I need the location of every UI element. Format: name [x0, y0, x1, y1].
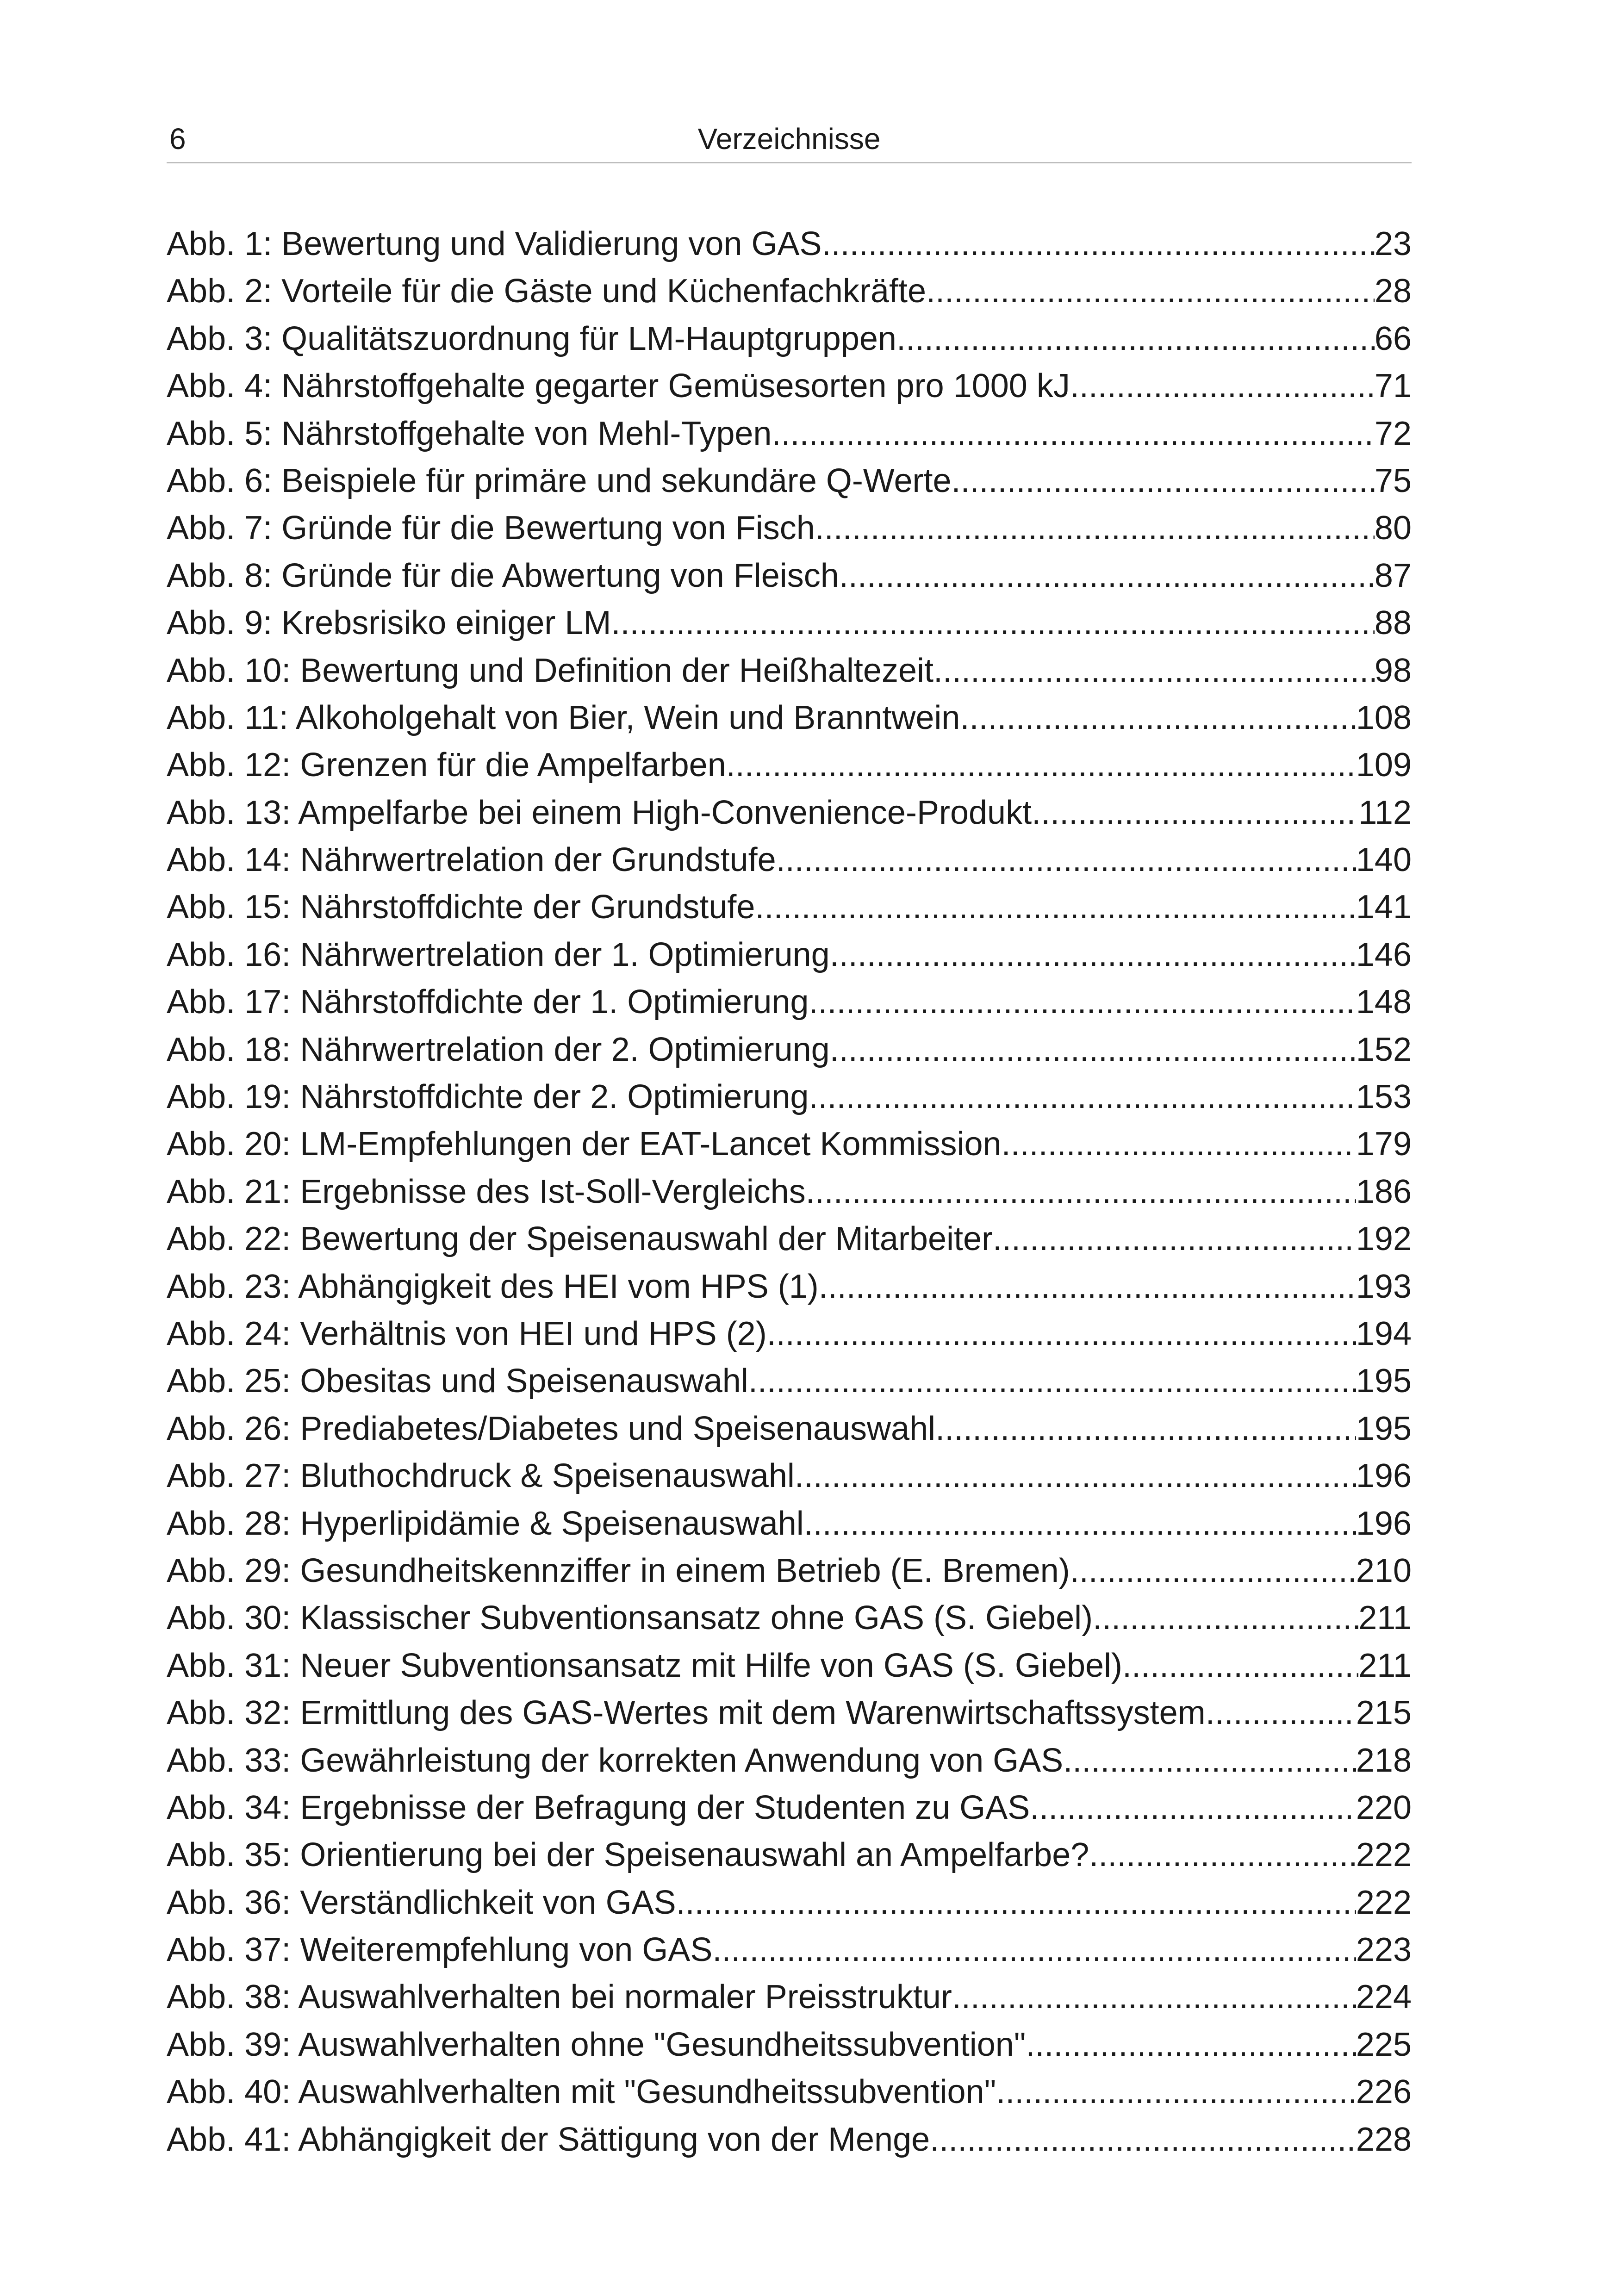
figure-entry-title: Abb. 35: Orientierung bei der Speisenauswahl an Ampelfarbe? [167, 1836, 1089, 1874]
figure-entry-title: Abb. 37: Weiterempfehlung von GAS [167, 1931, 713, 1969]
figure-entry-title: Abb. 8: Gründe für die Abwertung von Fleisch [167, 557, 839, 594]
figure-entry [167, 1594, 1412, 1642]
figure-entry-page-number: 211 [1358, 1599, 1412, 1637]
dot-leader [804, 1500, 1356, 1547]
figure-entry-title: Abb. 5: Nährstoffgehalte von Mehl-Typen [167, 415, 772, 452]
figure-entry-title: Abb. 24: Verhältnis von HEI und HPS (2) [167, 1315, 767, 1352]
figure-entry [167, 694, 1412, 741]
dot-leader [1206, 1689, 1356, 1736]
figure-entry [167, 504, 1412, 552]
figure-entry [167, 1926, 1412, 1973]
figure-entry [167, 220, 1412, 268]
figure-entry [167, 1500, 1412, 1547]
figure-entry-page-number: 211 [1358, 1647, 1412, 1684]
page-number: 6 [169, 122, 186, 156]
figure-entry [167, 884, 1412, 931]
figure-entry [167, 1547, 1412, 1594]
figure-entry-title: Abb. 38: Auswahlverhalten bei normaler Preisstruktur [167, 1979, 952, 2016]
dot-leader [993, 1215, 1356, 1263]
dot-leader [1093, 1594, 1358, 1642]
dot-leader [806, 1168, 1356, 1215]
figure-entry-title: Abb. 41: Abhängigkeit der Sättigung von der Menge [167, 2121, 930, 2158]
figure-entry [167, 362, 1412, 410]
figure-entry-title: Abb. 12: Grenzen für die Ampelfarben [167, 747, 726, 784]
figure-entry-title: Abb. 7: Gründe für die Bewertung von Fisch [167, 510, 815, 547]
figure-entry-page-number: 222 [1356, 1884, 1412, 1921]
dot-leader [930, 2116, 1356, 2163]
figure-entry-title: Abb. 17: Nährstoffdichte der 1. Optimierung [167, 983, 809, 1021]
figure-entry-page-number: 146 [1356, 936, 1412, 973]
figure-entry-title: Abb. 9: Krebsrisiko einiger LM [167, 604, 611, 642]
dot-leader [935, 1405, 1356, 1452]
figure-entry-title: Abb. 4: Nährstoffgehalte gegarter Gemüsesorten pro 1000 kJ [167, 367, 1070, 405]
dot-leader [1030, 1784, 1356, 1831]
dot-leader [830, 931, 1356, 978]
figure-entry-title: Abb. 19: Nährstoffdichte der 2. Optimierung [167, 1078, 809, 1116]
dot-leader [819, 1263, 1356, 1310]
figure-entry [167, 1168, 1412, 1215]
figure-entry-page-number: 108 [1356, 699, 1412, 736]
figure-entry-page-number: 222 [1356, 1836, 1412, 1874]
figure-entry [167, 2116, 1412, 2163]
figure-entry-page-number: 23 [1374, 225, 1412, 262]
dot-leader [1026, 2021, 1356, 2068]
figure-entry-page-number: 87 [1374, 557, 1412, 594]
dot-leader [611, 599, 1374, 647]
figure-entry-title: Abb. 39: Auswahlverhalten ohne "Gesundheitssubvention" [167, 2026, 1026, 2063]
figure-entry [167, 1073, 1412, 1120]
figure-entry-page-number: 179 [1356, 1126, 1412, 1163]
figure-entry-title: Abb. 32: Ermittlung des GAS-Wertes mit dem Warenwirtschaftssystem [167, 1694, 1206, 1732]
figure-entry [167, 1831, 1412, 1879]
figure-entry-page-number: 196 [1356, 1457, 1412, 1495]
figure-entry-page-number: 210 [1356, 1552, 1412, 1589]
dot-leader [1122, 1642, 1358, 1689]
figure-entry-page-number: 140 [1356, 841, 1412, 879]
figure-entry-title: Abb. 36: Verständlichkeit von GAS [167, 1884, 676, 1921]
figure-entry [167, 978, 1412, 1026]
figure-entry [167, 1879, 1412, 1926]
figure-entry [167, 1973, 1412, 2021]
figure-entry-title: Abb. 28: Hyperlipidämie & Speisenauswahl [167, 1505, 804, 1542]
figure-entry-page-number: 153 [1356, 1078, 1412, 1116]
figure-entry-page-number: 193 [1356, 1268, 1412, 1305]
figure-entry [167, 457, 1412, 504]
dot-leader [1032, 789, 1358, 836]
figure-entry-page-number: 71 [1374, 367, 1412, 405]
dot-leader [1002, 1120, 1356, 1168]
dot-leader [839, 552, 1375, 599]
figure-entry [167, 1357, 1412, 1405]
figure-entry [167, 1784, 1412, 1831]
list-of-figures [167, 220, 1412, 2163]
figure-entry [167, 931, 1412, 978]
dot-leader [1089, 1831, 1356, 1879]
figure-entry-page-number: 195 [1356, 1363, 1412, 1400]
dot-leader [926, 268, 1375, 315]
dot-leader [996, 2068, 1356, 2116]
dot-leader [795, 1452, 1356, 1500]
figure-entry [167, 836, 1412, 884]
dot-leader [830, 1026, 1356, 1073]
dot-leader [1070, 362, 1375, 410]
dot-leader [896, 315, 1375, 362]
figure-entry-page-number: 152 [1356, 1031, 1412, 1068]
figure-entry-title: Abb. 20: LM-Empfehlungen der EAT-Lancet Kommission [167, 1126, 1002, 1163]
figure-entry-page-number: 109 [1356, 747, 1412, 784]
dot-leader [676, 1879, 1356, 1926]
figure-entry-title: Abb. 13: Ampelfarbe bei einem High-Convenience-Produkt [167, 794, 1032, 831]
dot-leader [712, 1926, 1356, 1973]
figure-entry [167, 1405, 1412, 1452]
figure-entry [167, 1642, 1412, 1689]
figure-entry-page-number: 75 [1374, 462, 1412, 499]
figure-entry-title: Abb. 14: Nährwertrelation der Grundstufe [167, 841, 776, 879]
figure-entry-title: Abb. 23: Abhängigkeit des HEI vom HPS (1) [167, 1268, 819, 1305]
header-title: Verzeichnisse [697, 122, 881, 156]
figure-entry [167, 647, 1412, 694]
figure-entry-title: Abb. 21: Ergebnisse des Ist-Soll-Vergleichs [167, 1173, 806, 1210]
figure-entry-page-number: 225 [1356, 2026, 1412, 2063]
figure-entry [167, 315, 1412, 362]
figure-entry [167, 1452, 1412, 1500]
figure-entry-title: Abb. 31: Neuer Subventionsansatz mit Hilfe von GAS (S. Giebel) [167, 1647, 1123, 1684]
figure-entry [167, 2068, 1412, 2116]
figure-entry-page-number: 215 [1356, 1694, 1412, 1732]
figure-entry-page-number: 196 [1356, 1505, 1412, 1542]
figure-entry [167, 2021, 1412, 2068]
figure-entry [167, 1120, 1412, 1168]
figure-entry-page-number: 148 [1356, 983, 1412, 1021]
figure-entry-title: Abb. 27: Bluthochdruck & Speisenauswahl [167, 1457, 795, 1495]
page-header [167, 116, 1412, 163]
figure-entry-page-number: 224 [1356, 1979, 1412, 2016]
figure-entry-title: Abb. 2: Vorteile für die Gäste und Küchenfachkräfte [167, 273, 927, 310]
figure-entry-page-number: 192 [1356, 1220, 1412, 1258]
figure-entry-page-number: 226 [1356, 2073, 1412, 2111]
figure-entry-title: Abb. 15: Nährstoffdichte der Grundstufe [167, 889, 755, 926]
dot-leader [815, 504, 1375, 552]
figure-entry-title: Abb. 22: Bewertung der Speisenauswahl der Mitarbeiter [167, 1220, 993, 1258]
dot-leader [1070, 1547, 1356, 1594]
figure-entry-page-number: 220 [1356, 1789, 1412, 1826]
dot-leader [755, 884, 1356, 931]
figure-entry-page-number: 194 [1356, 1315, 1412, 1352]
figure-entry-title: Abb. 11: Alkoholgehalt von Bier, Wein und Branntwein [167, 699, 960, 736]
figure-entry-title: Abb. 1: Bewertung und Validierung von GAS [167, 225, 822, 262]
figure-entry-page-number: 66 [1374, 320, 1412, 357]
figure-entry-page-number: 228 [1356, 2121, 1412, 2158]
figure-entry [167, 1215, 1412, 1263]
figure-entry [167, 741, 1412, 789]
figure-entry-title: Abb. 6: Beispiele für primäre und sekundäre Q-Werte [167, 462, 952, 499]
figure-entry-page-number: 195 [1356, 1410, 1412, 1447]
figure-entry [167, 1026, 1412, 1073]
figure-entry-title: Abb. 33: Gewährleistung der korrekten Anwendung von GAS [167, 1742, 1064, 1779]
dot-leader [809, 978, 1356, 1026]
figure-entry [167, 1263, 1412, 1310]
dot-leader [960, 694, 1356, 741]
figure-entry-title: Abb. 40: Auswahlverhalten mit "Gesundheitssubvention" [167, 2073, 996, 2111]
figure-entry-title: Abb. 10: Bewertung und Definition der Heißhaltezeit [167, 652, 933, 689]
figure-entry [167, 552, 1412, 599]
dot-leader [822, 220, 1375, 268]
dot-leader [767, 1310, 1356, 1357]
figure-entry [167, 1689, 1412, 1736]
figure-entry-page-number: 80 [1374, 510, 1412, 547]
figure-entry [167, 410, 1412, 457]
figure-entry-title: Abb. 16: Nährwertrelation der 1. Optimierung [167, 936, 830, 973]
figure-entry-title: Abb. 25: Obesitas und Speisenauswahl [167, 1363, 748, 1400]
figure-entry-title: Abb. 30: Klassischer Subventionsansatz ohne GAS (S. Giebel) [167, 1599, 1093, 1637]
figure-entry-page-number: 223 [1356, 1931, 1412, 1969]
figure-entry [167, 1737, 1412, 1784]
figure-entry-title: Abb. 18: Nährwertrelation der 2. Optimierung [167, 1031, 830, 1068]
figure-entry-title: Abb. 29: Gesundheitskennziffer in einem Betrieb (E. Bremen) [167, 1552, 1070, 1589]
figure-entry-title: Abb. 34: Ergebnisse der Befragung der Studenten zu GAS [167, 1789, 1030, 1826]
figure-entry [167, 599, 1412, 647]
figure-entry-page-number: 72 [1374, 415, 1412, 452]
figure-entry-page-number: 88 [1374, 604, 1412, 642]
figure-entry [167, 789, 1412, 836]
figure-entry-page-number: 98 [1374, 652, 1412, 689]
dot-leader [1063, 1737, 1356, 1784]
figure-entry-title: Abb. 26: Prediabetes/Diabetes und Speisenauswahl [167, 1410, 936, 1447]
dot-leader [933, 647, 1375, 694]
dot-leader [952, 1973, 1356, 2021]
dot-leader [772, 410, 1374, 457]
figure-entry [167, 268, 1412, 315]
dot-leader [809, 1073, 1356, 1120]
dot-leader [748, 1357, 1356, 1405]
dot-leader [776, 836, 1356, 884]
figure-entry-page-number: 141 [1356, 889, 1412, 926]
figure-entry-title: Abb. 3: Qualitätszuordnung für LM-Hauptgruppen [167, 320, 896, 357]
figure-entry-page-number: 218 [1356, 1742, 1412, 1779]
figure-entry-page-number: 112 [1358, 794, 1412, 831]
figure-entry [167, 1310, 1412, 1357]
figure-entry-page-number: 186 [1356, 1173, 1412, 1210]
figure-entry-page-number: 28 [1374, 273, 1412, 310]
dot-leader [726, 741, 1356, 789]
dot-leader [952, 457, 1375, 504]
